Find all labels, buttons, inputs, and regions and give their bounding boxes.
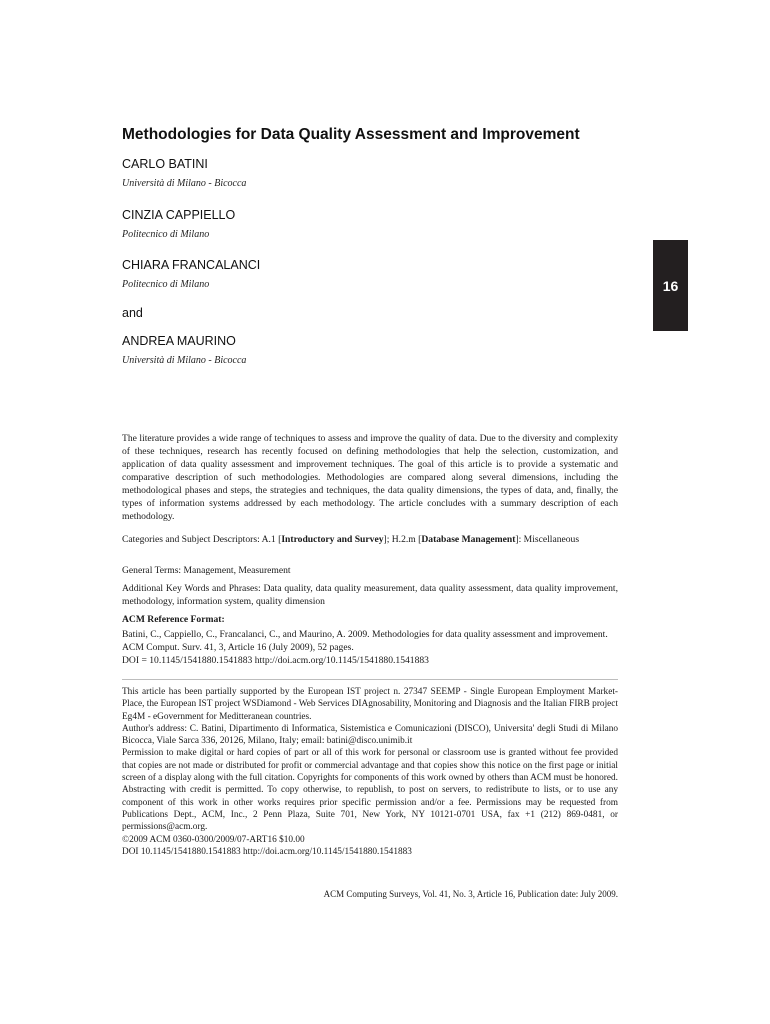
article-number-tab: [653, 240, 688, 331]
author-conjunction: and: [122, 306, 143, 320]
author-affiliation: Università di Milano - Bicocca: [122, 355, 247, 366]
author-affiliation: Politecnico di Milano: [122, 279, 210, 290]
reference-citation: Batini, C., Cappiello, C., Francalanci, C., and Maurino, A. 2009. Methodologies for data quality assessment and improvement. ACM Comput. Surv. 41, 3, Article 16 (July 2009), 52 pages.: [122, 629, 608, 653]
category-term-database: Database Management: [421, 534, 516, 545]
author-address: Author's address: C. Batini, Dipartimento di Informatica, Sistemistica e Comunicazioni (DISCO), Universita' degli Studi di Milano Bicocca, Viale Sarca 336, 20126, Milano, Italy; email: batini@disco.unimib.it: [122, 723, 618, 747]
author-2: [122, 207, 622, 242]
categories-suffix: ]: Miscellaneous: [515, 534, 580, 545]
abstract-text: The literature provides a wide range of techniques to assess and improve the quality of data. Due to the diversity and complexity of these techniques, research has recently focused on defining methodologies that help the selection, customization, and application of data quality assessment and improvement techniques. The goal of this article is to provide a systematic and comparative description of such methodologies. Methodologies are compared along several dimensions, including the methodological phases and steps, the strategies and techniques, the data quality dimensions, the types of data, and, finally, the types of information systems addressed by each methodology. The article concludes with a summary description of each methodology.: [122, 433, 618, 522]
reference-format: [122, 628, 618, 667]
categories-text: [122, 533, 618, 546]
keywords-text: Additional Key Words and Phrases: Data quality, data quality measurement, data quality assessment, data quality improvement, methodology, information system, quality dimension: [122, 583, 618, 607]
author-1: [122, 156, 622, 191]
footnotes: [122, 686, 618, 858]
author-4: [122, 333, 622, 368]
permission-note: Permission to make digital or hard copies of part or all of this work for personal or classroom use is granted without fee provided that copies are not made or distributed for profit or commercial advantage and that copies show this notice on the first page or initial screen of a display along with the full citation. Copyrights for components of this work owned by others than ACM must be honored. Abstracting with credit is permitted. To copy otherwise, to republish, to post on servers, to redistribute to lists, or to use any component of this work in other works requires prior specific permission and/or a fee. Permissions may be requested from Publications Dept., ACM, Inc., 2 Penn Plaza, Suite 701, New York, NY 10121-0701 USA, fax +1 (212) 869-0481, or permissions@acm.org.: [122, 748, 618, 833]
author-name: CINZIA CAPPIELLO: [122, 208, 236, 222]
copyright-line: ©2009 ACM 0360-0300/2009/07-ART16 $10.00: [122, 834, 305, 845]
author-affiliation: Università di Milano - Bicocca: [122, 178, 247, 189]
support-note: This article has been partially supported by the European IST project n. 27347 SEEMP - Single European Employment Market-Place, the European IST project WSDiamond - Web Services DIAgnosability, Monitoring and Diagnosis and the Italian FIRB project Eg4M - eGovernment for Meditteranean countries.: [122, 687, 618, 722]
footnote-divider: [122, 679, 618, 680]
category-term-introductory: Introductory and Survey: [281, 534, 384, 545]
abstract: [122, 432, 618, 523]
categories-descriptors: [122, 533, 618, 546]
general-terms: [122, 564, 618, 577]
reference-format-heading: ACM Reference Format:: [122, 614, 225, 625]
general-terms-text: General Terms: Management, Measurement: [122, 565, 291, 576]
article-number: 16: [662, 278, 679, 294]
reference-doi: DOI = 10.1145/1541880.1541883 http://doi.acm.org/10.1145/1541880.1541883: [122, 655, 429, 666]
categories-middle: ]; H.2.m [: [383, 534, 422, 545]
doi-line: DOI 10.1145/1541880.1541883 http://doi.acm.org/10.1145/1541880.1541883: [122, 846, 412, 857]
author-affiliation: Politecnico di Milano: [122, 229, 210, 240]
author-name: CHIARA FRANCALANCI: [122, 258, 261, 272]
author-3: [122, 257, 622, 292]
categories-prefix: Categories and Subject Descriptors: A.1 [: [122, 534, 282, 545]
journal-footer: ACM Computing Surveys, Vol. 41, No. 3, Article 16, Publication date: July 2009.: [323, 889, 618, 899]
keywords: [122, 582, 618, 608]
paper-title: Methodologies for Data Quality Assessment and Improvement: [122, 126, 580, 143]
author-name: ANDREA MAURINO: [122, 334, 236, 348]
author-name: CARLO BATINI: [122, 157, 208, 171]
